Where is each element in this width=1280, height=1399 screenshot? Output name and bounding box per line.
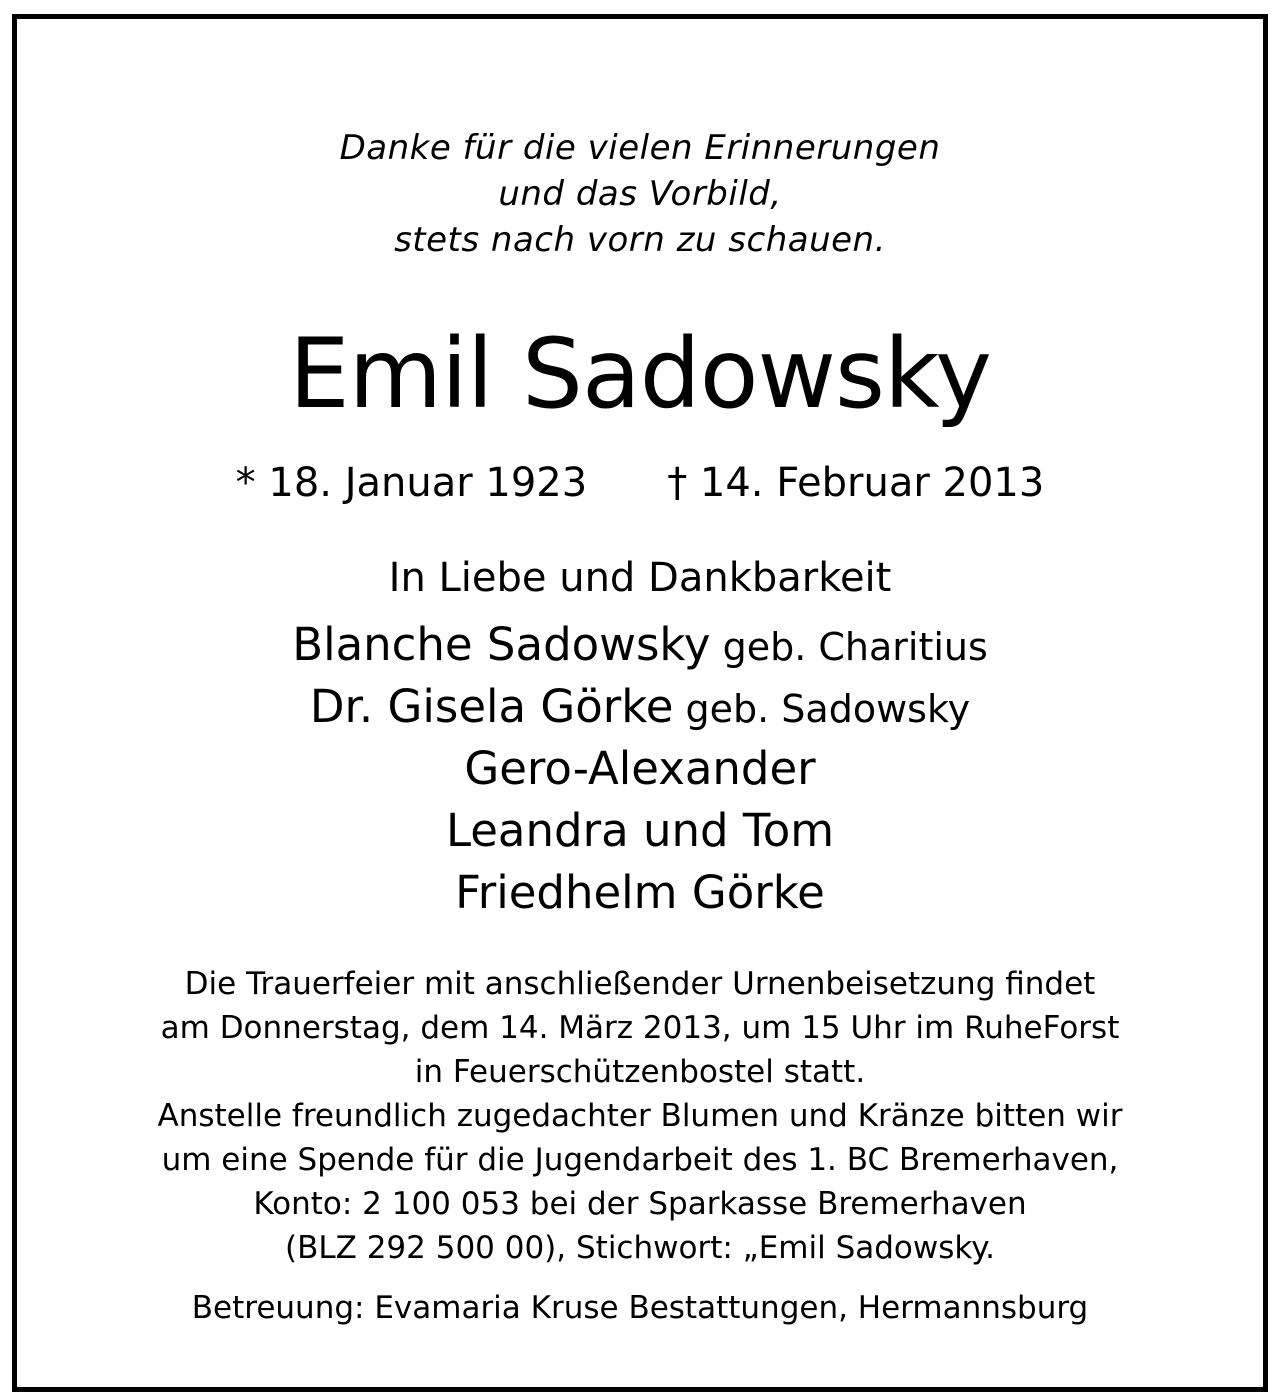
mourner-birth-name: geb. Sadowsky: [673, 687, 971, 731]
mourner-name: Friedhelm Görke: [455, 866, 825, 919]
mourner-name: Leandra und Tom: [445, 804, 835, 857]
mourner-3: [0, 742, 1280, 795]
birth-date: * 18. Januar 1923: [235, 460, 588, 506]
details-line-1: Die Trauerfeier mit anschließender Urnenbeisetzung findet: [184, 966, 1096, 1002]
deceased-name: Emil Sadowsky: [289, 318, 991, 430]
mourners-intro: In Liebe und Dankbarkeit: [388, 555, 892, 601]
mourner-2: [0, 680, 1280, 733]
details-line-2: am Donnerstag, dem 14. März 2013, um 15 Uhr im RuheForst: [160, 1010, 1120, 1046]
mourner-name: Gero-Alexander: [464, 742, 816, 795]
details-line-4: Anstelle freundlich zugedachter Blumen und Kränze bitten wir: [157, 1098, 1123, 1134]
quote-line-2: und das Vorbild,: [498, 174, 782, 214]
mourner-birth-name: geb. Charitius: [710, 625, 988, 669]
death-date: † 14. Februar 2013: [667, 460, 1045, 506]
details-line-3: in Feuerschützenbostel statt.: [414, 1054, 866, 1090]
details-line-6: Konto: 2 100 053 bei der Sparkasse Bremerhaven: [253, 1186, 1027, 1222]
details-line-5: um eine Spende für die Jugendarbeit des 1. BC Bremerhaven,: [161, 1142, 1119, 1178]
quote-line-3: stets nach vorn zu schauen.: [394, 220, 886, 260]
mourner-1: [0, 618, 1280, 671]
mourner-5: [0, 866, 1280, 919]
mourner-name: Blanche Sadowsky: [292, 618, 711, 671]
life-dates: [0, 460, 1280, 506]
funeral-home-credit: Betreuung: Evamaria Kruse Bestattungen, Hermannsburg: [191, 1290, 1089, 1326]
mourner-4: [0, 804, 1280, 857]
mourner-name: Dr. Gisela Görke: [309, 680, 674, 733]
details-line-7: (BLZ 292 500 00), Stichwort: „Emil Sadowsky.: [284, 1230, 996, 1266]
quote-line-1: Danke für die vielen Erinnerungen: [339, 128, 941, 168]
